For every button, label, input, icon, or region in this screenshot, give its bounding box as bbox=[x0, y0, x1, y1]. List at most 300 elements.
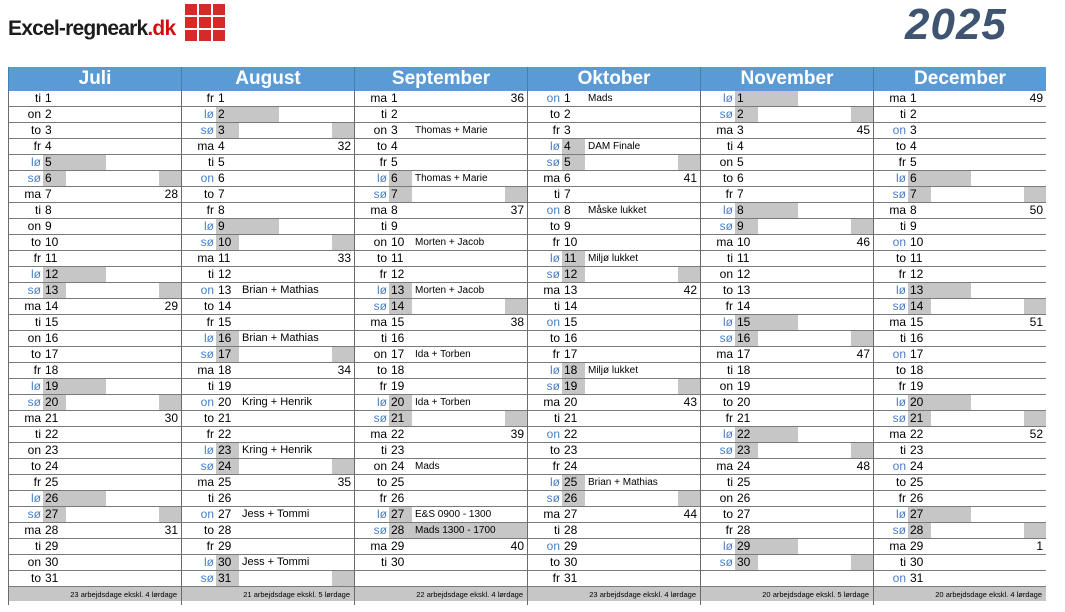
day-row[interactable] bbox=[701, 491, 873, 507]
day-row[interactable] bbox=[528, 443, 700, 459]
day-row[interactable] bbox=[355, 187, 527, 203]
week-number: 36 bbox=[510, 91, 524, 105]
day-row[interactable] bbox=[182, 139, 354, 155]
day-row[interactable] bbox=[528, 411, 700, 427]
day-number: 5 bbox=[391, 155, 398, 169]
day-row[interactable] bbox=[9, 491, 181, 507]
day-row[interactable] bbox=[528, 123, 700, 139]
weekday-label: lø bbox=[550, 251, 560, 265]
day-row[interactable] bbox=[182, 507, 354, 523]
day-row[interactable] bbox=[9, 379, 181, 395]
day-row[interactable] bbox=[182, 475, 354, 491]
day-row[interactable] bbox=[701, 139, 873, 155]
day-row[interactable] bbox=[874, 507, 1046, 523]
day-number: 11 bbox=[564, 251, 577, 265]
day-row[interactable] bbox=[528, 555, 700, 571]
day-row[interactable] bbox=[701, 187, 873, 203]
weekday-label: sø bbox=[373, 187, 387, 201]
day-row[interactable] bbox=[355, 91, 527, 107]
day-row[interactable] bbox=[874, 539, 1046, 555]
day-row[interactable] bbox=[355, 203, 527, 219]
day-row[interactable] bbox=[355, 267, 527, 283]
weekday-label: lø bbox=[896, 395, 906, 409]
day-row[interactable] bbox=[874, 459, 1046, 475]
weekday-label: sø bbox=[200, 571, 214, 585]
day-row[interactable] bbox=[9, 187, 181, 203]
day-row[interactable] bbox=[182, 91, 354, 107]
day-row[interactable] bbox=[701, 331, 873, 347]
weekday-label: ma bbox=[543, 395, 560, 409]
day-row[interactable] bbox=[874, 395, 1046, 411]
weekday-label: fr bbox=[552, 571, 560, 585]
day-note: Kring + Henrik bbox=[242, 444, 313, 456]
day-row[interactable] bbox=[701, 315, 873, 331]
day-row[interactable] bbox=[9, 219, 181, 235]
day-number: 9 bbox=[391, 219, 398, 233]
day-row[interactable] bbox=[874, 235, 1046, 251]
day-row[interactable] bbox=[701, 347, 873, 363]
day-row[interactable] bbox=[528, 171, 700, 187]
weekday-label: to bbox=[30, 571, 41, 585]
week-number: 37 bbox=[510, 203, 524, 217]
day-row[interactable] bbox=[874, 299, 1046, 315]
day-row[interactable] bbox=[874, 139, 1046, 155]
day-row[interactable] bbox=[701, 459, 873, 475]
day-row[interactable] bbox=[528, 187, 700, 203]
day-number: 15 bbox=[737, 315, 751, 329]
day-row[interactable] bbox=[355, 107, 527, 123]
day-row[interactable] bbox=[355, 523, 527, 539]
day-number: 11 bbox=[218, 251, 231, 265]
day-row[interactable] bbox=[528, 203, 700, 219]
weekday-label: ma bbox=[716, 235, 733, 249]
day-row[interactable] bbox=[874, 283, 1046, 299]
day-row[interactable] bbox=[355, 299, 527, 315]
weekday-label: ma bbox=[889, 203, 906, 217]
day-row[interactable] bbox=[9, 123, 181, 139]
weekday-label: fr bbox=[379, 267, 387, 281]
day-row[interactable] bbox=[528, 395, 700, 411]
day-row[interactable] bbox=[182, 571, 354, 587]
day-row[interactable] bbox=[528, 315, 700, 331]
day-row[interactable] bbox=[701, 555, 873, 571]
day-number: 8 bbox=[737, 203, 744, 217]
day-number: 2 bbox=[218, 107, 225, 121]
week-number: 29 bbox=[164, 299, 178, 313]
day-number: 5 bbox=[910, 155, 917, 169]
day-row[interactable] bbox=[701, 155, 873, 171]
day-row[interactable] bbox=[528, 299, 700, 315]
day-row[interactable] bbox=[874, 363, 1046, 379]
day-row[interactable] bbox=[9, 523, 181, 539]
day-number: 10 bbox=[910, 235, 924, 249]
weekend-fill bbox=[758, 315, 798, 330]
day-row[interactable] bbox=[701, 283, 873, 299]
day-row[interactable] bbox=[182, 491, 354, 507]
day-number: 31 bbox=[45, 571, 59, 585]
day-row[interactable] bbox=[528, 507, 700, 523]
day-note: Mads bbox=[588, 93, 613, 104]
day-row[interactable] bbox=[528, 379, 700, 395]
day-number: 5 bbox=[737, 155, 744, 169]
weekday-label: to bbox=[549, 219, 560, 233]
day-row[interactable] bbox=[355, 171, 527, 187]
day-row[interactable] bbox=[182, 363, 354, 379]
day-note: Miljø lukket bbox=[588, 253, 639, 264]
day-row[interactable] bbox=[355, 363, 527, 379]
weekend-fill bbox=[758, 91, 798, 106]
day-row[interactable] bbox=[9, 411, 181, 427]
day-row[interactable] bbox=[355, 395, 527, 411]
day-row[interactable] bbox=[874, 219, 1046, 235]
day-row[interactable] bbox=[355, 379, 527, 395]
day-row[interactable] bbox=[9, 139, 181, 155]
day-number: 16 bbox=[391, 331, 405, 345]
day-row[interactable] bbox=[9, 91, 181, 107]
weekend-fill bbox=[931, 283, 971, 298]
day-row[interactable] bbox=[874, 171, 1046, 187]
day-number: 23 bbox=[218, 443, 232, 457]
day-row[interactable] bbox=[355, 539, 527, 555]
day-row[interactable] bbox=[701, 507, 873, 523]
weekday-label: ma bbox=[24, 411, 41, 425]
day-row[interactable] bbox=[9, 299, 181, 315]
day-number: 14 bbox=[218, 299, 232, 313]
day-row[interactable] bbox=[528, 235, 700, 251]
day-row[interactable] bbox=[182, 347, 354, 363]
day-number: 26 bbox=[391, 491, 405, 505]
day-row[interactable] bbox=[874, 187, 1046, 203]
weekday-label: ma bbox=[370, 539, 387, 553]
day-row[interactable] bbox=[355, 443, 527, 459]
day-row[interactable] bbox=[528, 459, 700, 475]
day-number: 25 bbox=[45, 475, 59, 489]
day-row[interactable] bbox=[355, 139, 527, 155]
day-row[interactable] bbox=[182, 395, 354, 411]
day-row[interactable] bbox=[182, 379, 354, 395]
day-row[interactable] bbox=[874, 347, 1046, 363]
day-row[interactable] bbox=[355, 491, 527, 507]
day-row[interactable] bbox=[355, 347, 527, 363]
weekday-label: ma bbox=[197, 475, 214, 489]
day-number: 1 bbox=[910, 91, 917, 105]
day-row[interactable] bbox=[701, 379, 873, 395]
day-number: 29 bbox=[391, 539, 405, 553]
day-number: 17 bbox=[45, 347, 59, 361]
day-row[interactable] bbox=[9, 555, 181, 571]
day-number: 16 bbox=[564, 331, 578, 345]
day-row[interactable] bbox=[528, 155, 700, 171]
day-note: Morten + Jacob bbox=[415, 237, 485, 248]
day-row[interactable] bbox=[182, 251, 354, 267]
day-row[interactable] bbox=[182, 107, 354, 123]
day-row[interactable] bbox=[182, 203, 354, 219]
day-number: 12 bbox=[737, 267, 751, 281]
day-row[interactable] bbox=[528, 331, 700, 347]
day-row[interactable] bbox=[355, 507, 527, 523]
day-row[interactable] bbox=[874, 203, 1046, 219]
day-row[interactable] bbox=[9, 459, 181, 475]
day-row[interactable] bbox=[701, 395, 873, 411]
day-row[interactable] bbox=[701, 123, 873, 139]
day-row[interactable] bbox=[9, 475, 181, 491]
day-row[interactable] bbox=[701, 107, 873, 123]
day-row[interactable] bbox=[355, 251, 527, 267]
day-number: 11 bbox=[391, 251, 404, 265]
weekday-label: ma bbox=[197, 363, 214, 377]
weekday-label: ma bbox=[24, 523, 41, 537]
day-row[interactable] bbox=[528, 475, 700, 491]
weekday-label: sø bbox=[892, 299, 906, 313]
day-row[interactable] bbox=[9, 571, 181, 587]
weekend-fill bbox=[159, 283, 181, 298]
day-number: 7 bbox=[910, 187, 917, 201]
day-row[interactable] bbox=[9, 171, 181, 187]
day-number: 12 bbox=[45, 267, 59, 281]
day-row[interactable] bbox=[528, 267, 700, 283]
weekend-fill bbox=[1024, 411, 1046, 426]
day-row[interactable] bbox=[9, 395, 181, 411]
day-row[interactable] bbox=[528, 427, 700, 443]
day-row[interactable] bbox=[182, 555, 354, 571]
day-row[interactable] bbox=[355, 219, 527, 235]
day-row[interactable] bbox=[528, 523, 700, 539]
day-number: 6 bbox=[737, 171, 744, 185]
day-row[interactable] bbox=[355, 123, 527, 139]
day-row[interactable] bbox=[701, 267, 873, 283]
day-row[interactable] bbox=[182, 171, 354, 187]
day-row[interactable] bbox=[355, 411, 527, 427]
day-number: 28 bbox=[391, 523, 405, 537]
day-row[interactable] bbox=[182, 155, 354, 171]
day-row[interactable] bbox=[9, 155, 181, 171]
day-number: 10 bbox=[391, 235, 405, 249]
day-row[interactable] bbox=[874, 155, 1046, 171]
day-row[interactable] bbox=[182, 427, 354, 443]
day-number: 25 bbox=[218, 475, 232, 489]
day-number: 7 bbox=[218, 187, 225, 201]
day-row[interactable] bbox=[355, 459, 527, 475]
day-row[interactable] bbox=[182, 219, 354, 235]
weekend-fill bbox=[66, 267, 106, 282]
day-row[interactable] bbox=[874, 331, 1046, 347]
day-row[interactable] bbox=[701, 427, 873, 443]
day-row[interactable] bbox=[874, 475, 1046, 491]
weekday-label: on bbox=[892, 123, 906, 137]
day-row[interactable] bbox=[9, 331, 181, 347]
day-number: 4 bbox=[391, 139, 398, 153]
weekday-label: to bbox=[549, 443, 560, 457]
weekday-label: fr bbox=[898, 379, 906, 393]
day-number: 24 bbox=[391, 459, 405, 473]
day-row[interactable] bbox=[874, 91, 1046, 107]
day-number: 1 bbox=[391, 91, 398, 105]
week-number: 40 bbox=[510, 539, 524, 553]
day-number: 28 bbox=[218, 523, 232, 537]
weekday-label: lø bbox=[723, 427, 733, 441]
day-number: 20 bbox=[564, 395, 578, 409]
day-row[interactable] bbox=[355, 315, 527, 331]
day-row[interactable] bbox=[9, 251, 181, 267]
day-number: 19 bbox=[45, 379, 59, 393]
day-number: 9 bbox=[218, 219, 225, 233]
day-row[interactable] bbox=[874, 491, 1046, 507]
month-body bbox=[873, 91, 1046, 605]
day-row[interactable] bbox=[528, 107, 700, 123]
day-row[interactable] bbox=[355, 235, 527, 251]
day-row[interactable] bbox=[874, 523, 1046, 539]
weekday-label: on bbox=[892, 347, 906, 361]
day-row[interactable] bbox=[874, 443, 1046, 459]
day-row[interactable] bbox=[701, 475, 873, 491]
day-row[interactable] bbox=[182, 411, 354, 427]
day-number: 27 bbox=[391, 507, 405, 521]
weekday-label: sø bbox=[719, 219, 733, 233]
day-number: 2 bbox=[45, 107, 52, 121]
day-row[interactable] bbox=[874, 267, 1046, 283]
day-row[interactable] bbox=[528, 219, 700, 235]
day-row[interactable] bbox=[874, 379, 1046, 395]
day-number: 8 bbox=[45, 203, 52, 217]
weekday-label: sø bbox=[27, 395, 41, 409]
day-row[interactable] bbox=[182, 123, 354, 139]
day-row[interactable] bbox=[182, 443, 354, 459]
weekday-label: ti bbox=[727, 251, 733, 265]
day-row[interactable] bbox=[701, 235, 873, 251]
day-number: 28 bbox=[564, 523, 578, 537]
weekday-label: fr bbox=[725, 523, 733, 537]
weekday-label: fr bbox=[33, 363, 41, 377]
weekday-label: on bbox=[373, 347, 387, 361]
day-row[interactable] bbox=[874, 411, 1046, 427]
day-number: 2 bbox=[737, 107, 744, 121]
logo-text bbox=[8, 17, 175, 41]
day-row[interactable] bbox=[182, 331, 354, 347]
day-row[interactable] bbox=[701, 411, 873, 427]
day-number: 24 bbox=[910, 459, 924, 473]
weekday-label: to bbox=[722, 395, 733, 409]
day-row[interactable] bbox=[355, 283, 527, 299]
day-row[interactable] bbox=[701, 523, 873, 539]
day-row[interactable] bbox=[182, 267, 354, 283]
day-row[interactable] bbox=[9, 107, 181, 123]
day-row[interactable] bbox=[355, 331, 527, 347]
day-row[interactable] bbox=[9, 203, 181, 219]
day-row[interactable] bbox=[9, 315, 181, 331]
weekday-label: ma bbox=[197, 251, 214, 265]
day-row[interactable] bbox=[528, 251, 700, 267]
weekday-label: to bbox=[376, 363, 387, 377]
day-row[interactable] bbox=[9, 235, 181, 251]
day-row[interactable] bbox=[9, 283, 181, 299]
day-row[interactable] bbox=[182, 187, 354, 203]
day-row[interactable] bbox=[701, 171, 873, 187]
day-number: 27 bbox=[45, 507, 59, 521]
weekday-label: fr bbox=[898, 155, 906, 169]
weekday-label: ti bbox=[381, 331, 387, 345]
day-row[interactable] bbox=[9, 267, 181, 283]
day-row[interactable] bbox=[874, 555, 1046, 571]
day-row[interactable] bbox=[182, 459, 354, 475]
weekday-label: to bbox=[30, 459, 41, 473]
day-row[interactable] bbox=[355, 155, 527, 171]
day-row[interactable] bbox=[701, 363, 873, 379]
day-row[interactable] bbox=[528, 539, 700, 555]
day-row[interactable] bbox=[701, 91, 873, 107]
day-row[interactable] bbox=[701, 251, 873, 267]
weekday-label: ti bbox=[208, 267, 214, 281]
day-row[interactable] bbox=[701, 299, 873, 315]
day-row[interactable] bbox=[874, 123, 1046, 139]
day-number: 18 bbox=[564, 363, 578, 377]
day-row[interactable] bbox=[701, 219, 873, 235]
day-row[interactable] bbox=[528, 139, 700, 155]
day-number: 24 bbox=[564, 459, 578, 473]
day-row[interactable] bbox=[182, 315, 354, 331]
day-row[interactable] bbox=[9, 427, 181, 443]
weekday-label: ma bbox=[889, 427, 906, 441]
day-row[interactable] bbox=[9, 443, 181, 459]
day-row[interactable] bbox=[701, 203, 873, 219]
weekday-label: to bbox=[30, 235, 41, 249]
weekday-label: lø bbox=[550, 139, 560, 153]
day-row[interactable] bbox=[874, 315, 1046, 331]
day-row[interactable] bbox=[9, 363, 181, 379]
day-row[interactable] bbox=[9, 347, 181, 363]
day-row[interactable] bbox=[182, 299, 354, 315]
day-row[interactable] bbox=[182, 283, 354, 299]
day-number: 19 bbox=[910, 379, 924, 393]
day-row[interactable] bbox=[701, 539, 873, 555]
day-row[interactable] bbox=[701, 443, 873, 459]
weekday-label: to bbox=[30, 347, 41, 361]
day-row[interactable] bbox=[182, 523, 354, 539]
day-number: 26 bbox=[564, 491, 578, 505]
day-row[interactable] bbox=[9, 539, 181, 555]
day-row[interactable] bbox=[528, 283, 700, 299]
weekday-label: on bbox=[373, 123, 387, 137]
weekday-label: sø bbox=[27, 283, 41, 297]
weekend-fill bbox=[159, 507, 181, 522]
day-note: Kring + Henrik bbox=[242, 396, 313, 408]
day-row[interactable] bbox=[874, 107, 1046, 123]
day-row[interactable] bbox=[355, 475, 527, 491]
day-row[interactable] bbox=[182, 235, 354, 251]
weekend-fill bbox=[758, 203, 798, 218]
day-row[interactable] bbox=[355, 555, 527, 571]
day-row[interactable] bbox=[874, 571, 1046, 587]
day-row[interactable] bbox=[874, 251, 1046, 267]
day-note: DAM Finale bbox=[588, 141, 641, 152]
weekday-label: lø bbox=[377, 283, 387, 297]
weekend-fill bbox=[851, 219, 873, 234]
day-row[interactable] bbox=[874, 427, 1046, 443]
day-row[interactable] bbox=[528, 91, 700, 107]
day-row[interactable] bbox=[355, 427, 527, 443]
day-number: 15 bbox=[391, 315, 405, 329]
day-row[interactable] bbox=[182, 539, 354, 555]
weekday-label: ma bbox=[543, 283, 560, 297]
day-row[interactable] bbox=[528, 571, 700, 587]
day-row[interactable] bbox=[9, 507, 181, 523]
weekend-fill bbox=[931, 507, 971, 522]
day-row[interactable] bbox=[528, 491, 700, 507]
day-row[interactable] bbox=[528, 363, 700, 379]
month-column bbox=[354, 67, 527, 605]
day-row[interactable] bbox=[528, 347, 700, 363]
day-number: 6 bbox=[218, 171, 225, 185]
weekday-label: ma bbox=[716, 123, 733, 137]
